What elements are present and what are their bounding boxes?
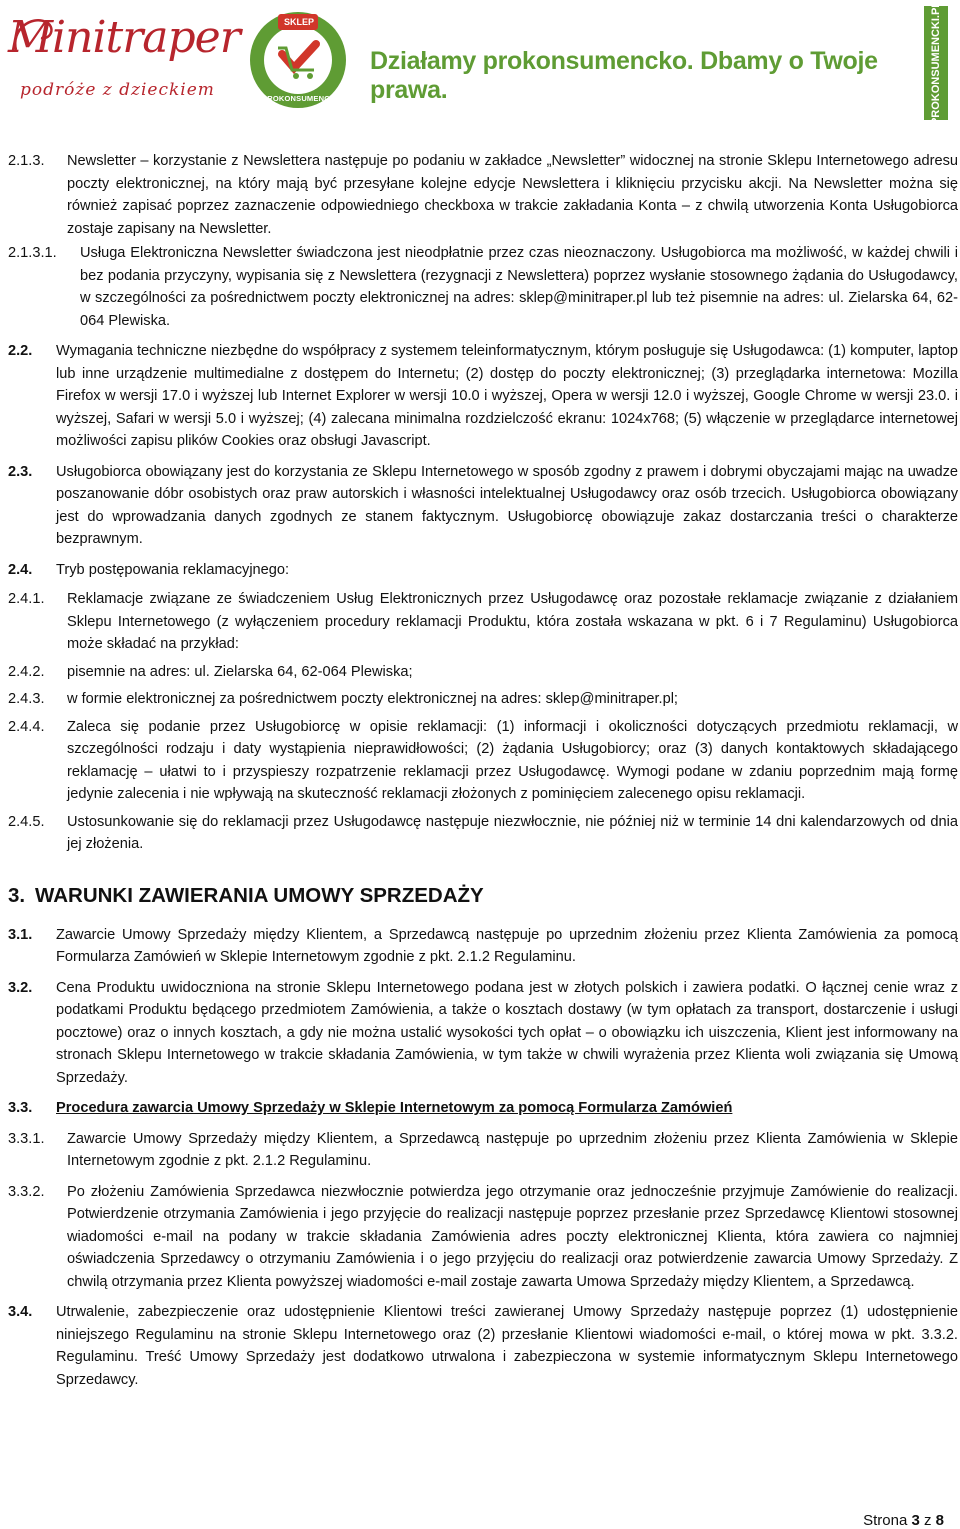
section-text: Usługobiorca obowiązany jest do korzystania ze Sklepu Internetowego w sposób zgodny z prawem i dobrymi obyczajami mając na uwadze poszanowanie dóbr osobistych oraz praw autorskich i własności intelektualnej Usługodawcy oraz osób trzecich. Usługobiorca obowiązany jest do wprowadzania danych zgodnych ze stanem faktycznym. Usługobiorcę obowiązuje zakaz dostarczania treści o charakterze bezprawnym. [56, 463, 958, 547]
section-3-heading [0, 882, 960, 910]
section-text: pisemnie na adres: ul. Zielarska 64, 62-064 Plewiska; [67, 663, 413, 680]
section-3-3 [0, 1097, 960, 1120]
document-body [0, 150, 960, 1391]
section-number: 3.3.1. [8, 1130, 45, 1147]
section-2-4 [0, 559, 960, 582]
section-text: Cena Produktu uwidoczniona na stronie Sklepu Internetowego podana jest w złotych polskich i zawiera podatki. O łącznej cenie wraz z podatkami Produktu będącego przedmiotem Zamówienia, a także o kosztach dostawy (w tym opłatach za transport, dostarczenie i usługi pocztowe) oraz o innych kosztach, a gdy nie można ustalić wysokości tych opłat – o obowiązku ich uiszczenia, Klient jest informowany na stronach Sklepu Internetowego w trakcie składania Zamówienia, w tym także w chwili wyrażenia przez Klienta woli związania się Umową Sprzedaży. [56, 979, 958, 1086]
badge-bottom-label: PROKONSUMENCKI [262, 94, 338, 103]
section-text: Zawarcie Umowy Sprzedaży między Klientem, a Sprzedawcą następuje po uprzednim złożeniu przez Klienta Zamówienia za pomocą Formularza Zamówień w Sklepie Internetowym zgodnie z pkt. 2.1.2 Regulaminu. [56, 926, 958, 965]
logo-wordmark: Minitraper [8, 12, 240, 63]
section-3-2 [0, 977, 960, 1090]
section-number: 2.4.4. [8, 718, 45, 735]
footer-prefix: Strona [863, 1512, 908, 1529]
section-number: 3.4. [8, 1304, 33, 1320]
section-subheading: Procedura zawarcia Umowy Sprzedaży w Sklepie Internetowym za pomocą Formularza Zamówień [56, 1100, 733, 1116]
page-footer [863, 1512, 944, 1529]
section-2-3 [0, 461, 960, 551]
sklep-prokonsumencki-badge[interactable] [248, 10, 348, 110]
section-number: 3. [8, 883, 26, 907]
footer-page-number: 3 [911, 1512, 920, 1529]
section-number: 2.1.3.1. [8, 245, 57, 261]
section-number: 2.4.1. [8, 591, 45, 607]
section-text: Newsletter – korzystanie z Newslettera następuje po podaniu w zakładce „Newsletter” widocznej na stronie Sklepu Internetowego adresu poczty elektronicznej, na który mają być przesyłane kolejne edycje Newslettera i kliknięciu przycisku akcji. Na Newsletter można się również zapisać poprzez zaznaczenie odpowiedniego checkboxa w trakcie zakładania Konta – z chwilą utworzenia Konta Usługobiorca zostaje zapisany na Newsletter. [67, 153, 958, 237]
section-number: 3.3.2. [8, 1183, 45, 1200]
footer-separator: z [923, 1512, 932, 1529]
section-number: 2.2. [8, 343, 33, 359]
section-2-4-1 [0, 588, 960, 656]
section-text: Reklamacje związane ze świadczeniem Usług Elektronicznych przez Usługodawcę oraz pozostałe reklamacje związanie z działaniem Sklepu Internetowego (z wyłączeniem procedury reklamacji Produktu, która została wskazana w pkt. 6 i 7 Regulaminu) Usługobiorca może składać na przykład: [67, 591, 958, 652]
section-2-4-4 [0, 716, 960, 806]
section-text: Zaleca się podanie przez Usługobiorcę w opisie reklamacji: (1) informacji i okoliczności dotyczących przedmiotu reklamacji, w szczególności rodzaju i daty wystąpienia nieprawidłowości; (2) żądania Usługobiorcy; oraz (3) danych kontaktowych składającego reklamację – ułatwi to i przyspieszy rozpatrzenie reklamacji przez Usługodawcę. Wymogi podane w zdaniu poprzednim mają formę jedynie zalecenia i nie wpływają na skuteczność reklamacji złożonych z pominięciem zalecenego opisu reklamacji. [67, 718, 958, 802]
minitraper-logo[interactable] [6, 10, 240, 118]
section-text: w formie elektronicznej za pośrednictwem poczty elektronicznej na adres: sklep@minitraper.pl; [67, 691, 678, 707]
section-text: Tryb postępowania reklamacyjnego: [56, 561, 290, 578]
section-2-4-3 [0, 688, 960, 711]
section-number: 3.1. [8, 926, 33, 943]
section-text: Zawarcie Umowy Sprzedaży między Klientem, a Sprzedawcą następuje po uprzednim złożeniu przez Klienta Zamówienia w Sklepie Internetowym zgodnie z pkt. 2.1.2 Regulaminu. [67, 1130, 958, 1169]
section-number: 2.3. [8, 463, 33, 480]
header-banner [0, 0, 960, 126]
section-2-4-2 [0, 661, 960, 684]
section-heading: WARUNKI ZAWIERANIA UMOWY SPRZEDAŻY [35, 883, 484, 907]
section-3-3-2 [0, 1181, 960, 1294]
section-2-1-3 [0, 150, 960, 240]
section-2-4-5 [0, 811, 960, 856]
section-3-1 [0, 924, 960, 969]
badge-top-label: SKLEP [284, 17, 315, 27]
section-text: Usługa Elektroniczna Newsletter świadczona jest nieodpłatnie przez czas nieoznaczony. Usługobiorca ma możliwość, w każdej chwili i bez podania przyczyny, wypisania się z Newslettera (rezygnacji z Newslettera) poprzez wysłanie stosownego żądania do Usługodawcy, w szczególności za pośrednictwem poczty elektronicznej na adres: sklep@minitraper.pl lub też pisemnie na adres: ul. Zielarska 64, 62-064 Plewiska. [80, 245, 958, 329]
section-number: 2.4.5. [8, 813, 45, 830]
section-text: Po złożeniu Zamówienia Sprzedawca niezwłocznie potwierdza jego otrzymanie oraz jednocześnie przyjmuje Zamówienie do realizacji. Potwierdzenie otrzymania Zamówienia i jego przyjęcie do realizacji następuje poprzez przesłanie przez Sprzedawcę Klientowi stosownej wiadomości e-mail na podany w trakcie składania Zamówienia adres poczty elektronicznej Klienta, która zawiera co najmniej oświadczenia Sprzedawcy o otrzymaniu Zamówienia i o jego przyjęciu do realizacji oraz potwierdzenie zawarcia Umowy Sprzedaży. Z chwilą otrzymania przez Klienta powyższej wiadomości e-mail zostaje zawarta Umowa Sprzedaży między Klientem, a Sprzedawcą. [67, 1183, 958, 1290]
section-2-2 [0, 340, 960, 453]
header-slogan: Działamy prokonsumencko. Dbamy o Twoje prawa. [370, 47, 878, 104]
section-number: 3.3. [8, 1100, 33, 1116]
logo-tagline: podróże z dzieckiem [20, 80, 215, 100]
section-number: 2.1.3. [8, 153, 45, 169]
footer-total-pages: 8 [935, 1512, 944, 1529]
section-number: 3.2. [8, 979, 33, 996]
section-3-3-1 [0, 1128, 960, 1173]
section-number: 2.4. [8, 561, 33, 578]
section-text: Wymagania techniczne niezbędne do współpracy z systemem teleinformatycznym, którym posługuje się Usługodawca: (1) komputer, laptop lub inne urządzenie multimedialne z dostępem do Internetu; (2) dostęp do poczty elektronicznej; (3) przeglądarka internetowa: Mozilla Firefox w wersji 17.0 i wyższej lub Internet Explorer w wersji 10.0 i wyższej, Opera w wersji 12.0 i wyższej, Google Chrome w wersji 23.0. i wyższej, Safari w wersji 5.0 i wyższej; (4) zalecana minimalna rozdzielczość ekranu: 1024x768; (5) włączenie w przeglądarce internetowej możliwości zapisu plików Cookies oraz obsługi Javascript. [56, 343, 958, 449]
section-text: Ustosunkowanie się do reklamacji przez Usługodawcę następuje niezwłocznie, nie później niż w terminie 14 dni kalendarzowych od dnia jej złożenia. [67, 813, 958, 852]
section-text: Utrwalenie, zabezpieczenie oraz udostępnienie Klientowi treści zawieranej Umowy Sprzedaży następuje poprzez (1) udostępnienie niniejszego Regulaminu na stronie Sklepu Internetowego oraz (2) przesłanie Klientowi wiadomości e-mail, o której mowa w pkt. 3.3.2. Regulaminu. Treść Umowy Sprzedaży jest dodatkowo utrwalona i zabezpieczona w systemie informatycznym Sklepu Internetowego Sprzedawcy. [56, 1304, 958, 1388]
section-number: 2.4.3. [8, 691, 45, 707]
side-site-label: PROKONSUMENCKI.PL [930, 0, 942, 126]
section-2-1-3-1 [0, 242, 960, 332]
section-number: 2.4.2. [8, 663, 45, 680]
section-3-4 [0, 1301, 960, 1391]
